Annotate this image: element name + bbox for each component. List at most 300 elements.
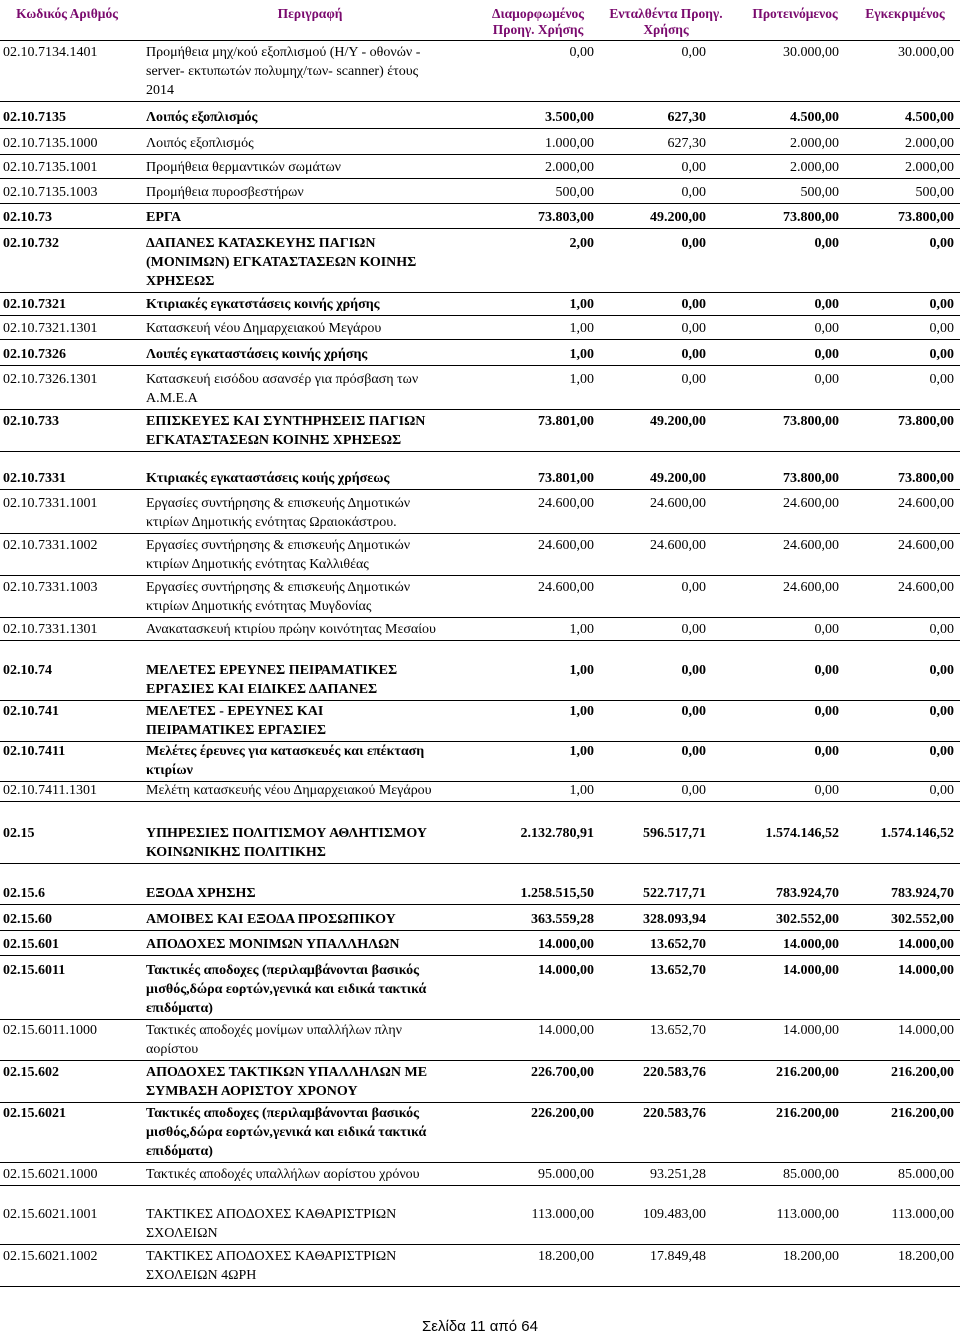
approved-value: 24.600,00: [898, 496, 954, 511]
row-description: [146, 910, 466, 929]
approved-value: 500,00: [915, 185, 954, 200]
row-description: [146, 935, 466, 954]
proposed-value: 216.200,00: [776, 1106, 839, 1121]
proposed-value: 14.000,00: [783, 963, 839, 978]
row-separator: [0, 1185, 960, 1186]
approved-value: 0,00: [929, 663, 954, 678]
committed-prev-value: 0,00: [681, 297, 706, 312]
row-description-line: Α.Μ.Ε.Α: [146, 391, 198, 406]
proposed-value: 0,00: [814, 297, 839, 312]
formed-prev-value: 0,00: [569, 45, 594, 60]
committed-prev-value: 220.583,76: [643, 1106, 706, 1121]
approved-value: 0,00: [929, 236, 954, 251]
row-separator: [0, 451, 960, 452]
row-description-line: ΣΧΟΛΕΙΩΝ 4ΩΡΗ: [146, 1268, 257, 1283]
row-code: 02.10.7326.1301: [3, 372, 98, 387]
row-description-line: Τακτικές αποδοχες (περιλαμβάνονται βασικός: [146, 1106, 420, 1121]
approved-value: 0,00: [929, 372, 954, 387]
row-description-line: ΠΕΙΡΑΜΑΤΙΚΕΣ ΕΡΓΑΣΙΕΣ: [146, 723, 327, 738]
formed-prev-value: 1.000,00: [545, 136, 594, 151]
row-code: 02.10.7134.1401: [3, 45, 98, 60]
proposed-value: 0,00: [814, 783, 839, 798]
committed-prev-value: 0,00: [681, 236, 706, 251]
row-description-line: ΧΡΗΣΕΩΣ: [146, 274, 215, 289]
proposed-value: 216.200,00: [776, 1065, 839, 1080]
table-row: [0, 469, 960, 488]
committed-prev-value: 0,00: [681, 580, 706, 595]
row-description: [146, 884, 466, 903]
row-description-line: Κατασκευή νέου Δημαρχειακού Μεγάρου: [146, 321, 382, 336]
row-description: [146, 345, 466, 364]
table-row: [0, 620, 960, 639]
table-row: [0, 208, 960, 227]
row-code: 02.10.7331: [3, 471, 66, 486]
row-separator: [0, 292, 960, 293]
formed-prev-value: 14.000,00: [538, 1023, 594, 1038]
table-row: [0, 412, 960, 450]
formed-prev-value: 500,00: [555, 185, 594, 200]
formed-prev-value: 1,00: [569, 622, 594, 637]
table-row: [0, 781, 960, 800]
formed-prev-value: 1.258.515,50: [520, 886, 594, 901]
row-description-line: κτιρίων: [146, 763, 193, 778]
approved-value: 0,00: [929, 347, 954, 362]
header-formed-prev: [478, 6, 598, 38]
approved-value: 0,00: [929, 297, 954, 312]
row-separator: [0, 409, 960, 410]
committed-prev-value: 328.093,94: [643, 912, 706, 927]
approved-value: 14.000,00: [898, 963, 954, 978]
row-description-line: κτιρίων Δημοτικής ενότητας Ωραιοκάστρου.: [146, 515, 397, 530]
row-code: 02.15.6011: [3, 963, 66, 978]
row-code: 02.10.7331.1301: [3, 622, 98, 637]
row-description: [146, 961, 466, 1018]
row-code: 02.10.741: [3, 704, 59, 719]
approved-value: 783.924,70: [891, 886, 954, 901]
approved-value: 2.000,00: [905, 160, 954, 175]
committed-prev-value: 0,00: [681, 704, 706, 719]
row-separator: [0, 1162, 960, 1163]
proposed-value: 2.000,00: [790, 160, 839, 175]
row-description-line: κτιρίων Δημοτικής ενότητας Μυγδονίας: [146, 599, 372, 614]
row-code: 02.10.7411: [3, 744, 66, 759]
row-code: 02.10.7321.1301: [3, 321, 98, 336]
row-description-line: Ανακατασκευή κτιρίου πρώην κοινότητας Μεσαίου: [146, 622, 436, 637]
formed-prev-value: 2.000,00: [545, 160, 594, 175]
row-separator: [0, 863, 960, 864]
proposed-value: 783.924,70: [776, 886, 839, 901]
row-description-line: Εργασίες συντήρησης & επισκευής Δημοτικών: [146, 538, 411, 553]
row-separator: [0, 203, 960, 204]
proposed-value: 14.000,00: [783, 1023, 839, 1038]
committed-prev-value: 0,00: [681, 663, 706, 678]
proposed-value: 24.600,00: [783, 496, 839, 511]
row-code: 02.15.6: [3, 886, 45, 901]
approved-value: 30.000,00: [898, 45, 954, 60]
formed-prev-value: 14.000,00: [538, 937, 594, 952]
committed-prev-value: 24.600,00: [650, 538, 706, 553]
row-description: [146, 370, 466, 408]
formed-prev-value: 24.600,00: [538, 580, 594, 595]
approved-value: 73.800,00: [898, 414, 954, 429]
proposed-value: 0,00: [814, 744, 839, 759]
proposed-value: 0,00: [814, 321, 839, 336]
committed-prev-value: 93.251,28: [650, 1167, 706, 1182]
row-code: 02.10.732: [3, 236, 59, 251]
proposed-value: 30.000,00: [783, 45, 839, 60]
table-row: [0, 183, 960, 202]
approved-value: 0,00: [929, 622, 954, 637]
committed-prev-value: 49.200,00: [650, 414, 706, 429]
row-description: [146, 208, 466, 227]
row-separator: [0, 489, 960, 490]
formed-prev-value: 1,00: [569, 783, 594, 798]
row-description: [146, 494, 466, 532]
row-description-line: Λοιπές εγκαταστάσεις κοινής χρήσης: [146, 347, 368, 362]
header-proposed: Προτεινόμενος: [752, 6, 838, 21]
row-description-line: κτιρίων Δημοτικής ενότητας Καλλιθέας: [146, 557, 369, 572]
row-code: 02.10.7135.1001: [3, 160, 98, 175]
row-code: 02.10.7135: [3, 110, 66, 125]
row-description-line: Τακτικές αποδοχες (περιλαμβάνονται βασικός: [146, 963, 420, 978]
approved-value: 2.000,00: [905, 136, 954, 151]
header-committed-prev-line1: Ενταλθέντα Προηγ.: [609, 6, 723, 21]
table-row: [0, 1104, 960, 1161]
row-code: 02.15.6021.1000: [3, 1167, 98, 1182]
row-code: 02.10.7331.1002: [3, 538, 98, 553]
formed-prev-value: 2,00: [569, 236, 594, 251]
row-description: [146, 742, 466, 780]
committed-prev-value: 0,00: [681, 744, 706, 759]
row-separator: [0, 640, 960, 641]
formed-prev-value: 73.801,00: [538, 471, 594, 486]
header-committed-prev-line2: Χρήσης: [643, 22, 689, 37]
row-description: [146, 1063, 466, 1101]
row-description-line: μισθός,δώρα εορτών,γενικά και ειδικά τακτικά: [146, 982, 427, 997]
row-description-line: server- εκτυπωτών πολυμηχ/των- scanner) έτους: [146, 64, 419, 79]
row-description-line: Λοιπός εξοπλισμός: [146, 110, 258, 125]
approved-value: 113.000,00: [891, 1207, 954, 1222]
approved-value: 24.600,00: [898, 580, 954, 595]
header-description: Περιγραφή: [277, 6, 343, 21]
formed-prev-value: 95.000,00: [538, 1167, 594, 1182]
table-row: [0, 702, 960, 740]
committed-prev-value: 0,00: [681, 372, 706, 387]
row-description-line: Εργασίες συντήρησης & επισκευής Δημοτικών: [146, 580, 411, 595]
formed-prev-value: 363.559,28: [531, 912, 594, 927]
row-separator: [0, 1019, 960, 1020]
table-header: [0, 0, 960, 41]
row-description: [146, 134, 466, 153]
approved-value: 1.574.146,52: [880, 826, 954, 841]
row-description-line: ΕΡΓΑ: [146, 210, 182, 225]
row-description: [146, 295, 466, 314]
table-row: [0, 43, 960, 100]
row-description-line: ΜΕΛΕΤΕΣ ΕΡΕΥΝΕΣ ΠΕΙΡΑΜΑΤΙΚΕΣ: [146, 663, 398, 678]
header-formed-prev-line2: Προηγ. Χρήσης: [492, 22, 584, 37]
row-description: [146, 1021, 466, 1059]
proposed-value: 73.800,00: [783, 210, 839, 225]
approved-value: 14.000,00: [898, 937, 954, 952]
approved-value: 216.200,00: [891, 1106, 954, 1121]
approved-value: 73.800,00: [898, 210, 954, 225]
proposed-value: 73.800,00: [783, 471, 839, 486]
row-code: 02.15.6021.1002: [3, 1249, 98, 1264]
table-row: [0, 578, 960, 616]
row-separator: [0, 801, 960, 802]
table-row: [0, 108, 960, 127]
formed-prev-value: 24.600,00: [538, 538, 594, 553]
row-code: 02.15.60: [3, 912, 52, 927]
row-description: [146, 108, 466, 127]
row-separator: [0, 101, 960, 102]
row-code: 02.15: [3, 826, 35, 841]
header-formed-prev-line1: Διαμορφωμένος: [491, 6, 584, 21]
row-description-line: ΤΑΚΤΙΚΕΣ ΑΠΟΔΟΧΕΣ ΚΑΘΑΡΙΣΤΡΙΩΝ: [146, 1207, 397, 1222]
row-description: [146, 412, 466, 450]
row-code: 02.10.7321: [3, 297, 66, 312]
table-row: [0, 910, 960, 929]
proposed-value: 0,00: [814, 663, 839, 678]
formed-prev-value: 14.000,00: [538, 963, 594, 978]
committed-prev-value: 0,00: [681, 321, 706, 336]
approved-value: 18.200,00: [898, 1249, 954, 1264]
proposed-value: 4.500,00: [790, 110, 839, 125]
committed-prev-value: 17.849,48: [650, 1249, 706, 1264]
row-description: [146, 43, 466, 100]
proposed-value: 1.574.146,52: [765, 826, 839, 841]
approved-value: 24.600,00: [898, 538, 954, 553]
committed-prev-value: 627,30: [667, 136, 706, 151]
committed-prev-value: 220.583,76: [643, 1065, 706, 1080]
committed-prev-value: 522.717,71: [643, 886, 706, 901]
formed-prev-value: 18.200,00: [538, 1249, 594, 1264]
proposed-value: 500,00: [800, 185, 839, 200]
table-row: [0, 1247, 960, 1285]
table-row: [0, 1165, 960, 1184]
committed-prev-value: 13.652,70: [650, 963, 706, 978]
row-description-line: ΥΠΗΡΕΣΙΕΣ ΠΟΛΙΤΙΣΜΟΥ ΑΘΛΗΤΙΣΜΟΥ: [146, 826, 428, 841]
proposed-value: 0,00: [814, 704, 839, 719]
row-separator: [0, 1286, 960, 1287]
row-description-line: Κατασκευή εισόδου ασανσέρ για πρόσβαση των: [146, 372, 419, 387]
committed-prev-value: 109.483,00: [643, 1207, 706, 1222]
formed-prev-value: 1,00: [569, 372, 594, 387]
approved-value: 216.200,00: [891, 1065, 954, 1080]
committed-prev-value: 627,30: [667, 110, 706, 125]
row-description: [146, 183, 466, 202]
row-separator: [0, 128, 960, 129]
row-description-line: ΤΑΚΤΙΚΕΣ ΑΠΟΔΟΧΕΣ ΚΑΘΑΡΙΣΤΡΙΩΝ: [146, 1249, 397, 1264]
page-footer: Σελίδα 11 από 64: [422, 1318, 538, 1335]
proposed-value: 2.000,00: [790, 136, 839, 151]
table-row: [0, 319, 960, 338]
approved-value: 0,00: [929, 744, 954, 759]
row-description-line: μισθός,δώρα εορτών,γενικά και ειδικά τακτικά: [146, 1125, 427, 1140]
approved-value: 14.000,00: [898, 1023, 954, 1038]
row-separator: [0, 1060, 960, 1061]
proposed-value: 85.000,00: [783, 1167, 839, 1182]
row-description: [146, 158, 466, 177]
proposed-value: 302.552,00: [776, 912, 839, 927]
table-row: [0, 884, 960, 903]
row-description: [146, 578, 466, 616]
formed-prev-value: 1,00: [569, 704, 594, 719]
row-description-line: επιδόματα): [146, 1001, 213, 1016]
table-row: [0, 935, 960, 954]
table-row: [0, 1205, 960, 1243]
table-row: [0, 158, 960, 177]
formed-prev-value: 1,00: [569, 297, 594, 312]
row-description: [146, 702, 466, 740]
row-description: [146, 1205, 466, 1243]
header-committed-prev: [596, 6, 736, 38]
row-description-line: 2014: [146, 83, 174, 98]
formed-prev-value: 226.700,00: [531, 1065, 594, 1080]
formed-prev-value: 226.200,00: [531, 1106, 594, 1121]
row-description-line: Εργασίες συντήρησης & επισκευής Δημοτικών: [146, 496, 411, 511]
approved-value: 0,00: [929, 321, 954, 336]
proposed-value: 24.600,00: [783, 538, 839, 553]
row-description-line: Τακτικές αποδοχές υπαλλήλων αορίστου χρόνου: [146, 1167, 420, 1182]
row-description: [146, 319, 466, 338]
row-separator: [0, 178, 960, 179]
formed-prev-value: 73.801,00: [538, 414, 594, 429]
row-description-line: ΑΠΟΔΟΧΕΣ ΤΑΚΤΙΚΩΝ ΥΠΑΛΛΗΛΩΝ ΜΕ: [146, 1065, 428, 1080]
formed-prev-value: 2.132.780,91: [520, 826, 594, 841]
committed-prev-value: 49.200,00: [650, 210, 706, 225]
committed-prev-value: 0,00: [681, 347, 706, 362]
row-description-line: ΑΠΟΔΟΧΕΣ ΜΟΝΙΜΩΝ ΥΠΑΛΛΗΛΩΝ: [146, 937, 400, 952]
row-code: 02.10.7411.1301: [3, 783, 97, 798]
proposed-value: 113.000,00: [776, 1207, 839, 1222]
row-description: [146, 620, 466, 639]
row-code: 02.10.7326: [3, 347, 66, 362]
row-code: 02.10.73: [3, 210, 52, 225]
row-description-line: Προμήθεια πυροσβεστήρων: [146, 185, 304, 200]
row-separator: [0, 904, 960, 905]
table-row: [0, 345, 960, 364]
committed-prev-value: 13.652,70: [650, 937, 706, 952]
formed-prev-value: 1,00: [569, 744, 594, 759]
proposed-value: 0,00: [814, 347, 839, 362]
table-row: [0, 824, 960, 862]
row-separator: [0, 1244, 960, 1245]
approved-value: 0,00: [929, 704, 954, 719]
row-description: [146, 781, 466, 800]
formed-prev-value: 24.600,00: [538, 496, 594, 511]
proposed-value: 73.800,00: [783, 414, 839, 429]
table-row: [0, 134, 960, 153]
row-separator: [0, 955, 960, 956]
row-description-line: ΕΡΓΑΣΙΕΣ ΚΑΙ ΕΙΔΙΚΕΣ ΔΑΠΑΝΕΣ: [146, 682, 378, 697]
row-code: 02.10.74: [3, 663, 52, 678]
row-separator: [0, 575, 960, 576]
row-separator: [0, 1102, 960, 1103]
row-code: 02.15.6021.1001: [3, 1207, 98, 1222]
committed-prev-value: 0,00: [681, 783, 706, 798]
table-row: [0, 494, 960, 532]
row-description-line: ΚΟΙΝΩΝΙΚΗΣ ΠΟΛΙΤΙΚΗΣ: [146, 845, 326, 860]
row-code: 02.10.7331.1001: [3, 496, 98, 511]
row-description-line: Προμήθεια μηχ/κού εξοπλισμού (Η/Υ - οθονών -: [146, 45, 421, 60]
table-row: [0, 661, 960, 699]
formed-prev-value: 113.000,00: [531, 1207, 594, 1222]
table-row: [0, 961, 960, 1018]
row-description: [146, 824, 466, 862]
formed-prev-value: 1,00: [569, 663, 594, 678]
row-description-line: ΣΥΜΒΑΣΗ ΑΟΡΙΣΤΟΥ ΧΡΟΝΟΥ: [146, 1084, 358, 1099]
row-description: [146, 1247, 466, 1285]
table-row: [0, 295, 960, 314]
row-description-line: (ΜΟΝΙΜΩΝ) ΕΓΚΑΤΑΣΤΑΣΕΩΝ ΚΟΙΝΗΣ: [146, 255, 417, 270]
table-row: [0, 742, 960, 780]
approved-value: 73.800,00: [898, 471, 954, 486]
row-description: [146, 1104, 466, 1161]
row-description-line: Μελέτες έρευνες για κατασκευές και επέκταση: [146, 744, 425, 759]
approved-value: 85.000,00: [898, 1167, 954, 1182]
formed-prev-value: 73.803,00: [538, 210, 594, 225]
row-description-line: Προμήθεια θερμαντικών σωμάτων: [146, 160, 341, 175]
row-description: [146, 234, 466, 291]
row-description-line: Κτιριακές εγκαταστάσεις κοιής χρήσεως: [146, 471, 390, 486]
approved-value: 4.500,00: [905, 110, 954, 125]
row-code: 02.10.733: [3, 414, 59, 429]
row-code: 02.15.6011.1000: [3, 1023, 97, 1038]
approved-value: 0,00: [929, 783, 954, 798]
row-description-line: ΔΑΠΑΝΕΣ ΚΑΤΑΣΚΕΥΗΣ ΠΑΓΙΩΝ: [146, 236, 376, 251]
row-description-line: Τακτικές αποδοχές μονίμων υπαλλήλων πλην: [146, 1023, 402, 1038]
approved-value: 302.552,00: [891, 912, 954, 927]
proposed-value: 0,00: [814, 622, 839, 637]
proposed-value: 0,00: [814, 372, 839, 387]
row-separator: [0, 154, 960, 155]
row-description-line: επιδόματα): [146, 1144, 213, 1159]
row-separator: [0, 533, 960, 534]
table-row: [0, 1021, 960, 1059]
row-description-line: ΜΕΛΕΤΕΣ - ΕΡΕΥΝΕΣ ΚΑΙ: [146, 704, 324, 719]
row-code: 02.10.7135.1000: [3, 136, 98, 151]
table-row: [0, 1063, 960, 1101]
row-separator: [0, 339, 960, 340]
proposed-value: 24.600,00: [783, 580, 839, 595]
row-separator: [0, 228, 960, 229]
row-description-line: ΑΜΟΙΒΕΣ ΚΑΙ ΕΞΟΔΑ ΠΡΟΣΩΠΙΚΟΥ: [146, 912, 396, 927]
row-description-line: Κτιριακές εγκατστάσεις κοινής χρήσης: [146, 297, 380, 312]
row-description: [146, 661, 466, 699]
row-description-line: ΕΞΟΔΑ ΧΡΗΣΗΣ: [146, 886, 256, 901]
table-row: [0, 234, 960, 291]
committed-prev-value: 13.652,70: [650, 1023, 706, 1038]
row-separator: [0, 700, 960, 701]
row-description: [146, 469, 466, 488]
header-code: Κωδικός Αριθμός: [16, 6, 118, 21]
committed-prev-value: 0,00: [681, 160, 706, 175]
committed-prev-value: 596.517,71: [643, 826, 706, 841]
table-row: [0, 536, 960, 574]
committed-prev-value: 49.200,00: [650, 471, 706, 486]
header-approved: Εγκεκριμένος: [865, 6, 945, 21]
row-description-line: αορίστου: [146, 1042, 199, 1057]
row-code: 02.10.7331.1003: [3, 580, 98, 595]
row-separator: [0, 617, 960, 618]
formed-prev-value: 1,00: [569, 321, 594, 336]
row-description-line: ΕΓΚΑΤΑΣΤΑΣΕΩΝ ΚΟΙΝΗΣ ΧΡΗΣΕΩΣ: [146, 433, 402, 448]
committed-prev-value: 0,00: [681, 185, 706, 200]
row-description-line: Μελέτη κατασκευής νέου Δημαρχειακού Μεγάρου: [146, 783, 432, 798]
row-code: 02.10.7135.1003: [3, 185, 98, 200]
formed-prev-value: 1,00: [569, 347, 594, 362]
